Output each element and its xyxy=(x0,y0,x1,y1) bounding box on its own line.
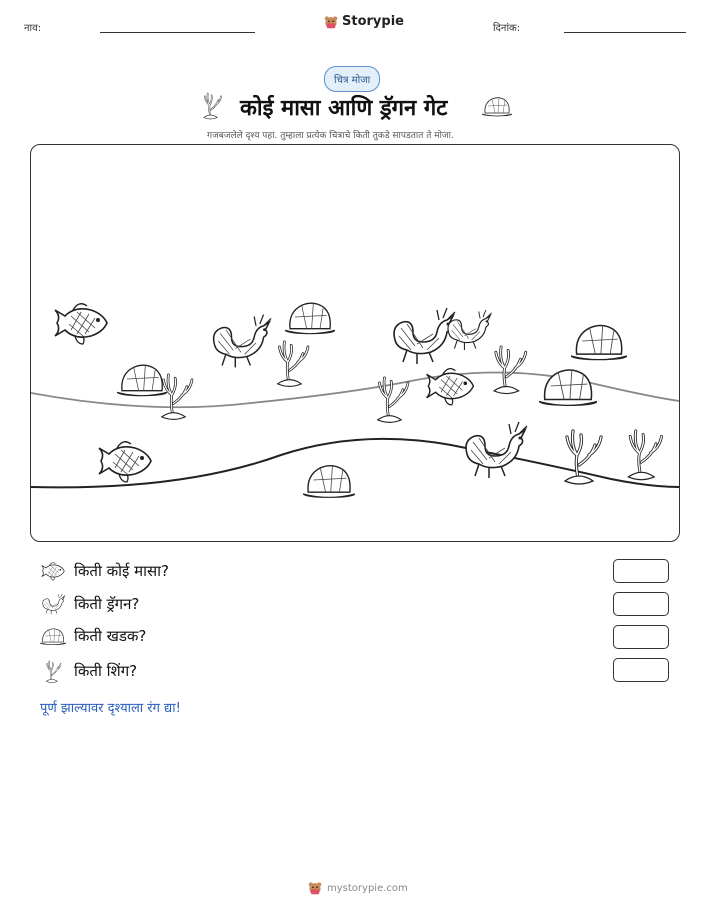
site-footer xyxy=(308,881,408,895)
dragon xyxy=(214,315,272,368)
dragon xyxy=(466,422,527,478)
answer-box-antler[interactable] xyxy=(613,658,669,682)
date-line[interactable] xyxy=(564,32,686,33)
color-instruction: पूर्ण झाल्यावर दृश्याला रंग द्या! xyxy=(40,701,181,716)
antler xyxy=(628,431,661,480)
count-badge: चित्र मोजा xyxy=(324,66,380,92)
answer-box-dragon[interactable] xyxy=(613,592,669,616)
question-text: किती ड्रॅगन? xyxy=(74,595,140,613)
question-text: किती कोई मासा? xyxy=(74,562,169,580)
name-line[interactable] xyxy=(100,32,255,33)
antler xyxy=(494,347,526,394)
koi-fish-icon xyxy=(40,560,66,582)
page-subtitle: गजबजलेले दृश्य पहा. तुम्हाला प्रत्येक चित्राचे किती तुकडे सापडतात ते मोजा. xyxy=(207,131,454,141)
koi-fish xyxy=(99,442,151,482)
name-label: नाव: xyxy=(24,23,42,34)
page-title: कोई मासा आणि ड्रॅगन गेट xyxy=(240,96,448,121)
counting-scene xyxy=(30,144,680,542)
rock-icon xyxy=(40,626,66,646)
bear-icon xyxy=(308,881,322,895)
question-text: किती खडक? xyxy=(74,627,147,645)
question-row-rock xyxy=(40,626,146,646)
antler-icon xyxy=(200,90,224,120)
dragon xyxy=(448,310,492,350)
antler xyxy=(378,378,408,423)
question-row-dragon xyxy=(40,593,139,615)
rock xyxy=(303,465,355,497)
site-url[interactable]: mystorypie.com xyxy=(327,882,408,894)
antler xyxy=(278,342,308,387)
antler-icon xyxy=(40,659,66,683)
rock xyxy=(117,365,167,396)
brand-name: Storypie xyxy=(342,14,404,29)
dragon-icon xyxy=(40,593,66,615)
scene-art xyxy=(31,145,679,541)
answer-box-rock[interactable] xyxy=(613,625,669,649)
rock-icon xyxy=(482,95,512,117)
answer-box-koi[interactable] xyxy=(613,559,669,583)
date-label: दिनांक: xyxy=(493,23,521,34)
question-text: किती शिंग? xyxy=(74,662,138,680)
bear-icon xyxy=(324,15,338,29)
rock xyxy=(571,325,627,360)
antler xyxy=(162,375,192,420)
koi-fish xyxy=(55,304,107,344)
rock xyxy=(285,303,335,334)
question-row-antler xyxy=(40,659,137,683)
question-row-koi xyxy=(40,560,169,582)
dragon xyxy=(394,308,455,364)
storypie-logo xyxy=(324,14,404,29)
